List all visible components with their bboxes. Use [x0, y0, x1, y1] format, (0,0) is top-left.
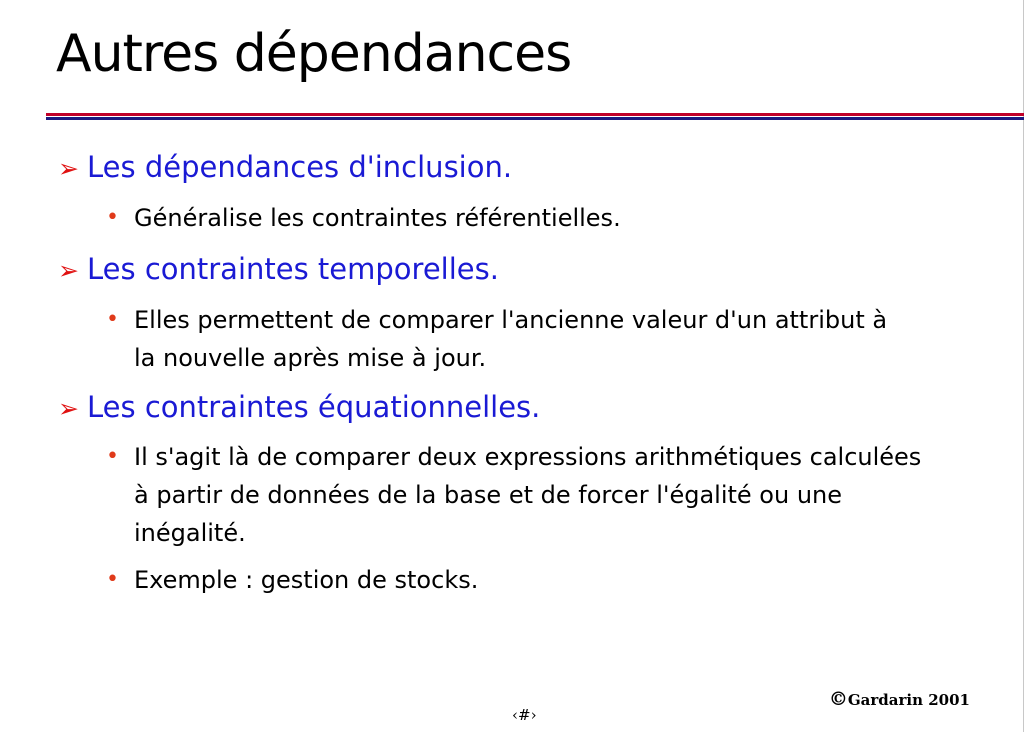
copyright-text: Gardarin 2001 — [847, 691, 970, 709]
title-rule-red — [46, 113, 1024, 116]
heading-label: Les contraintes équationnelles. — [87, 390, 541, 424]
title-rule-blue — [46, 117, 1024, 120]
bullet-dot-icon: • — [106, 307, 119, 332]
heading-inclusion — [58, 150, 512, 184]
arrow-bullet-icon: ➢ — [58, 394, 79, 423]
heading-label: Les contraintes temporelles. — [87, 252, 499, 286]
bullet-text: Généralise les contraintes référentielles. — [134, 204, 621, 232]
heading-temporelles — [58, 252, 499, 286]
bullet-dot-icon: • — [106, 444, 119, 469]
heading-equationnelles — [58, 390, 540, 424]
bullet-text: Elles permettent de comparer l'ancienne valeur d'un attribut à la nouvelle après mise à jour. — [134, 306, 888, 372]
bullet-text: Il s'agit là de comparer deux expressions arithmétiques calculées à partir de données de la base et de forcer l'égalité ou une inégalité. — [134, 443, 922, 547]
bullet-text: Exemple : gestion de stocks. — [134, 566, 479, 594]
bullet-item — [106, 438, 932, 552]
bullet-item — [106, 561, 932, 599]
bullet-item — [106, 199, 932, 237]
bullet-dot-icon: • — [106, 205, 119, 230]
slide-title: Autres dépendances — [56, 24, 572, 84]
footer-copyright — [829, 688, 970, 710]
arrow-bullet-icon: ➢ — [58, 154, 79, 183]
copyright-symbol: © — [828, 688, 848, 710]
arrow-bullet-icon: ➢ — [58, 256, 79, 285]
page-number: ‹#› — [512, 706, 537, 724]
bullet-item — [106, 301, 892, 377]
bullet-dot-icon: • — [106, 567, 119, 592]
heading-label: Les dépendances d'inclusion. — [87, 150, 513, 184]
